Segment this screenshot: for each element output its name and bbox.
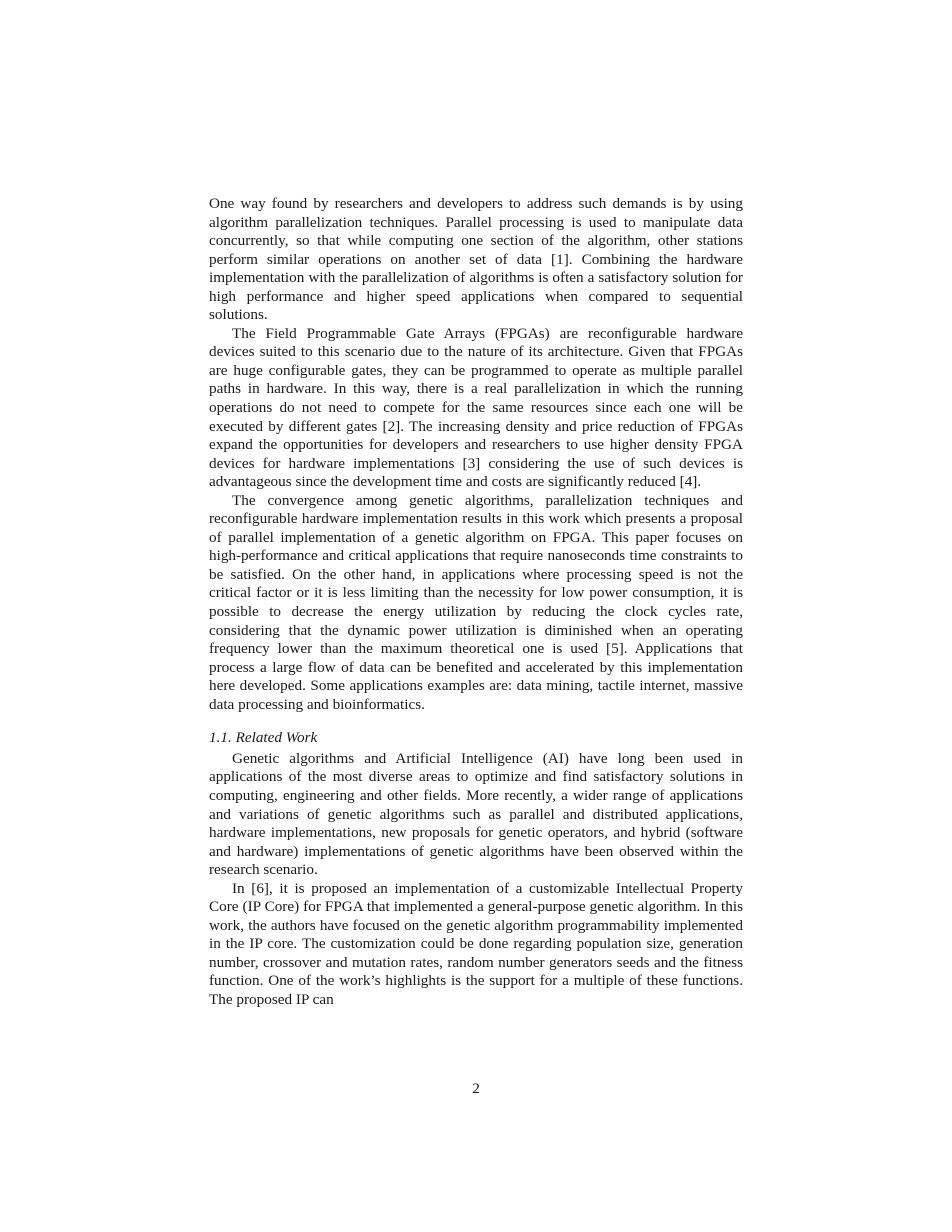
intro-paragraph-1: One way found by researchers and developers to address such demands is by using algorithm parallelization techniques. Parallel processing is used to manipulate data concurrently, so that while computing one section of the algorithm, other stations perform similar operations on another set of data [1]. Combining the hardware implementation with the parallelization of algorithms is often a satisfactory solution for high performance and higher speed applications when compared to sequential solutions. <box>209 195 743 324</box>
body-text-column <box>209 195 743 1010</box>
related-work-paragraph-1: Genetic algorithms and Artificial Intelligence (AI) have long been used in applications of the most diverse areas to optimize and find satisfactory solutions in computing, engineering and other fields. More recently, a wider range of applications and variations of genetic algorithms such as parallel and distributed applications, hardware implementations, new proposals for genetic operators, and hybrid (software and hardware) implementations of genetic algorithms have been observed within the research scenario. <box>209 749 743 879</box>
page-number: 2 <box>472 1080 480 1097</box>
related-work-paragraph-2: In [6], it is proposed an implementation of a customizable Intellectual Property Core (IP Core) for FPGA that implemented a general-purpose genetic algorithm. In this work, the authors have focused on the genetic algorithm programmability implemented in the IP core. The customization could be done regarding population size, generation number, crossover and mutation rates, random number generators seeds and the fitness function. One of the work’s highlights is the support for a multiple of these functions. The proposed IP can <box>209 879 743 1008</box>
intro-paragraph-3: The convergence among genetic algorithms, parallelization techniques and reconfigurable hardware implementation results in this work which presents a proposal of parallel implementation of a genetic algorithm on FPGA. This paper focuses on high-performance and critical applications that require nanoseconds time constraints to be satisfied. On the other hand, in applications where processing speed is not the critical factor or it is less limiting than the necessity for low power consumption, it is possible to decrease the energy utilization by reducing the clock cycles rate, considering that the dynamic power utilization is diminished when an operating frequency lower than the maximum theoretical one is used [5]. Applications that process a large flow of data can be benefited and accelerated by this implementation here developed. Some applications examples are: data mining, tactile internet, massive data processing and bioinformatics. <box>209 491 743 713</box>
section-heading-related-work: 1.1. Related Work <box>209 729 318 747</box>
intro-paragraph-2: The Field Programmable Gate Arrays (FPGAs) are reconfigurable hardware devices suited to this scenario due to the nature of its architecture. Given that FPGAs are huge configurable gates, they can be programmed to operate as multiple parallel paths in hardware. In this way, there is a real parallelization in which the running operations do not need to compete for the same resources since each one will be executed by different gates [2]. The increasing density and price reduction of FPGAs expand the opportunities for developers and researchers to use higher density FPGA devices for hardware implementations [3] considering the use of such devices is advantageous since the development time and costs are significantly reduced [4]. <box>209 324 743 491</box>
